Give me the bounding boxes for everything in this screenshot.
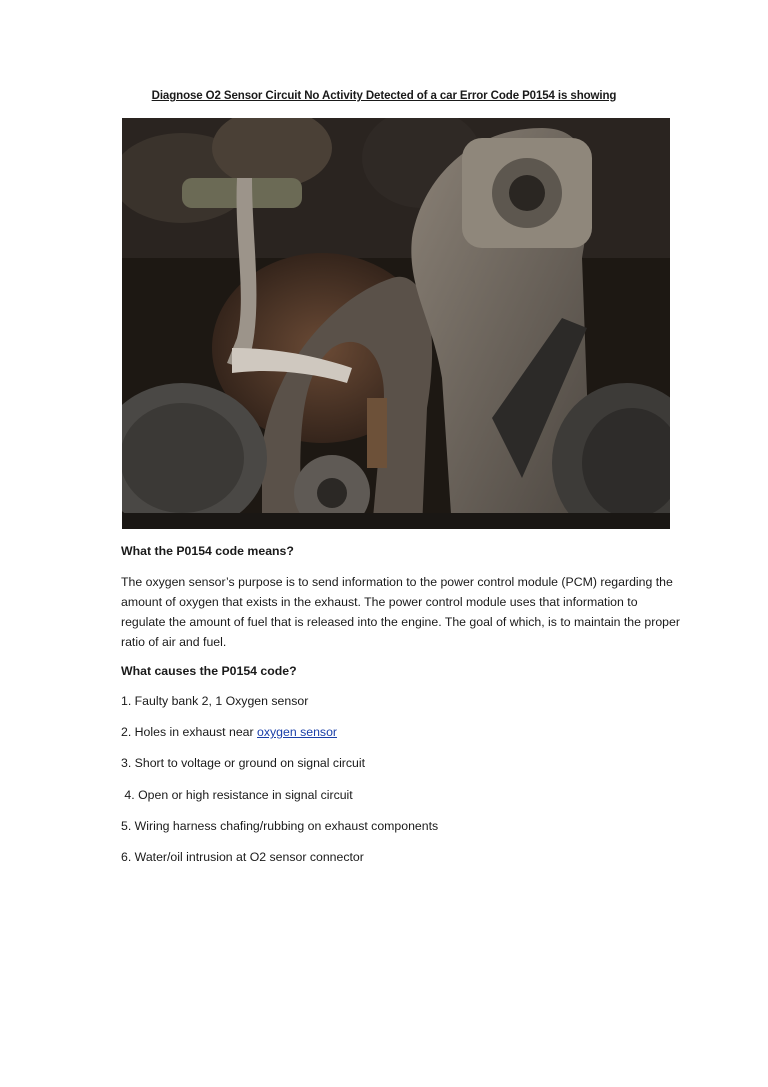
cause-item-2 [121,722,681,742]
cause-item-5: 5. Wiring harness chafing/rubbing on exhaust components [121,819,439,833]
cause-item-2-text: 2. Holes in exhaust near [121,725,258,739]
cause-item-1: 1. Faulty bank 2, 1 Oxygen sensor [121,694,309,708]
cause-item-4: 4. Open or high resistance in signal circuit [121,788,353,802]
paragraph-code-means: The oxygen sensor’s purpose is to send information to the power control module (PCM) regarding the amount of oxygen that exists in the exhaust. The power control module uses that information to regulate the amount of fuel that is released into the engine. The goal of which, is to maintain the proper ratio of air and fuel. [121,575,680,649]
cause-item-6: 6. Water/oil intrusion at O2 sensor connector [121,850,364,864]
engine-photo-illustration [122,118,670,529]
document-title: Diagnose O2 Sensor Circuit No Activity Detected of a car Error Code P0154 is showing [151,90,617,102]
engine-photo [122,118,670,529]
cause-item-3: 3. Short to voltage or ground on signal circuit [121,756,366,770]
heading-causes: What causes the P0154 code? [121,664,297,678]
heading-code-means: What the P0154 code means? [121,544,294,558]
oxygen-sensor-link[interactable]: oxygen sensor [257,725,338,739]
